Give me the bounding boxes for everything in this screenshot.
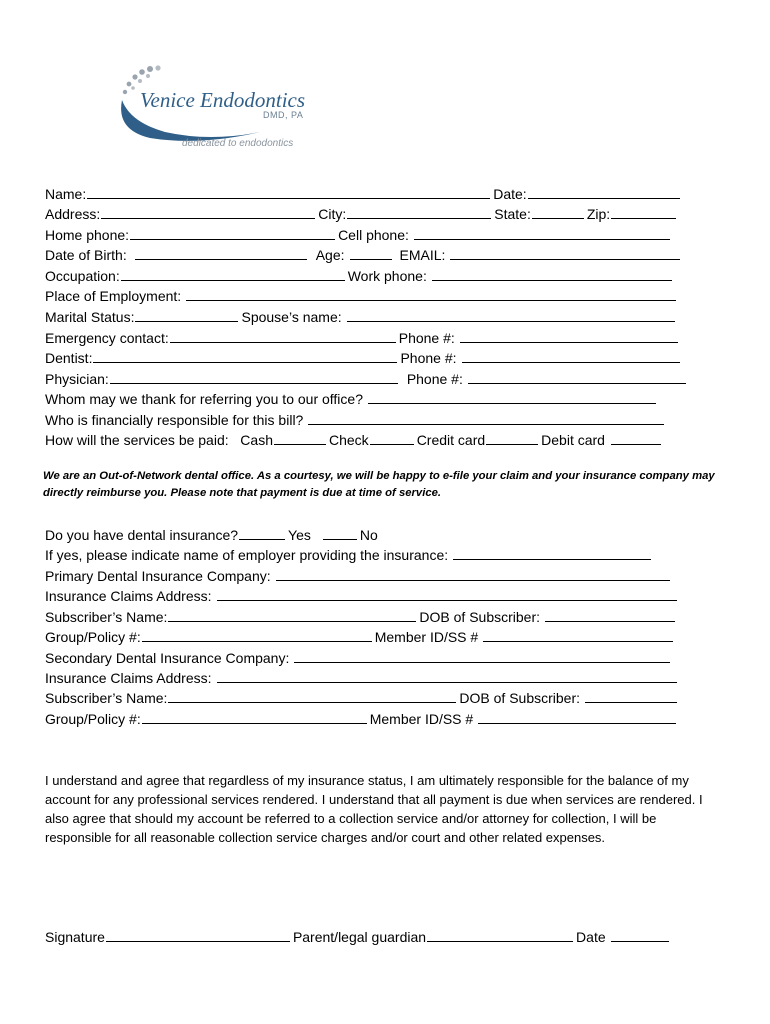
physician-phone-label: Phone #: <box>406 371 463 387</box>
dentist-label: Dentist: <box>45 350 93 366</box>
spouse-field[interactable] <box>347 307 675 322</box>
subscriber-dob-label: DOB of Subscriber: <box>419 609 541 625</box>
row-dob <box>45 245 683 265</box>
payment-label: How will the services be paid: Cash <box>45 432 273 448</box>
row-phones <box>45 225 673 245</box>
spouse-label: Spouse’s name: <box>241 309 342 325</box>
employment-label: Place of Employment: <box>45 288 182 304</box>
row-payment <box>45 430 664 450</box>
occupation-field[interactable] <box>121 266 345 281</box>
row-responsible <box>45 410 667 430</box>
primary-subscriber-field[interactable] <box>168 607 416 622</box>
primary-insurance-field[interactable] <box>276 566 670 581</box>
check-field[interactable] <box>370 430 414 445</box>
secondary-group-field[interactable] <box>142 709 367 724</box>
home-phone-label: Home phone: <box>45 227 130 243</box>
date-label: Date: <box>493 186 527 202</box>
primary-member-id-field[interactable] <box>483 627 673 642</box>
emergency-phone-field[interactable] <box>460 328 678 343</box>
dentist-phone-label: Phone #: <box>400 350 457 366</box>
member-id-label: Member ID/SS # <box>374 629 479 645</box>
guardian-label: Parent/legal guardian <box>292 929 427 945</box>
row-referral <box>45 389 659 409</box>
emergency-phone-label: Phone #: <box>398 330 455 346</box>
secondary-member-id-field[interactable] <box>478 709 676 724</box>
state-label: State: <box>494 206 531 222</box>
physician-label: Physician: <box>45 371 109 387</box>
dentist-phone-field[interactable] <box>462 348 680 363</box>
referral-field[interactable] <box>368 389 656 404</box>
work-phone-field[interactable] <box>432 266 672 281</box>
row-primary-subscriber <box>45 607 678 627</box>
check-label: Check <box>329 432 369 448</box>
primary-subscriber-dob-field[interactable] <box>545 607 675 622</box>
marital-label: Marital Status: <box>45 309 135 325</box>
responsible-label: Who is financially responsible for this bill? <box>45 412 304 428</box>
address-label: Address: <box>45 206 101 222</box>
row-dentist <box>45 348 683 368</box>
primary-insurance-label: Primary Dental Insurance Company: <box>45 568 271 584</box>
member-id-label-2: Member ID/SS # <box>369 711 474 727</box>
row-secondary-insurance <box>45 648 673 668</box>
row-has-insurance <box>45 525 378 545</box>
date-field[interactable] <box>528 184 680 199</box>
employer-label: If yes, please indicate name of employer providing the insurance: <box>45 547 449 563</box>
financial-agreement: I understand and agree that regardless of my insurance status, I am ultimately responsible for the balance of my account for any professional services rendered. I understand that all payment is due when services are rendered. I also agree that should my account be referred to a collection service and/or attorney for collection, I will be responsible for all reasonable collection service charges and/or court and other related expenses. <box>45 773 703 845</box>
row-secondary-claims-address <box>45 668 680 688</box>
row-signature <box>45 927 672 947</box>
row-primary-group <box>45 627 676 647</box>
employment-field[interactable] <box>186 286 676 301</box>
row-primary-insurance <box>45 566 673 586</box>
secondary-subscriber-dob-field[interactable] <box>585 688 677 703</box>
row-secondary-group <box>45 709 679 729</box>
primary-claims-address-field[interactable] <box>217 586 677 601</box>
city-label: City: <box>318 206 347 222</box>
email-field[interactable] <box>450 245 680 260</box>
logo-credentials: DMD, PA <box>263 110 304 120</box>
has-insurance-label: Do you have dental insurance? <box>45 527 239 543</box>
name-field[interactable] <box>87 184 490 199</box>
zip-label: Zip: <box>586 206 611 222</box>
subscriber-dob-label-2: DOB of Subscriber: <box>459 690 581 706</box>
credit-label: Credit card <box>416 432 486 448</box>
city-field[interactable] <box>347 204 491 219</box>
no-label: No <box>359 527 378 543</box>
row-employer <box>45 545 654 565</box>
claims-address-label: Insurance Claims Address: <box>45 588 212 604</box>
row-occupation <box>45 266 675 286</box>
row-address <box>45 204 679 224</box>
row-secondary-subscriber <box>45 688 680 708</box>
secondary-insurance-field[interactable] <box>294 648 670 663</box>
subscriber-label: Subscriber’s Name: <box>45 609 168 625</box>
row-employment <box>45 286 679 306</box>
yes-field[interactable] <box>239 525 285 540</box>
dob-field[interactable] <box>135 245 307 260</box>
signature-date-field[interactable] <box>611 927 669 942</box>
cell-phone-field[interactable] <box>414 225 670 240</box>
occupation-label: Occupation: <box>45 268 120 284</box>
claims-address-label-2: Insurance Claims Address: <box>45 670 212 686</box>
debit-label: Debit card <box>541 432 605 448</box>
age-label: Age: <box>315 247 345 263</box>
secondary-insurance-label: Secondary Dental Insurance Company: <box>45 650 290 666</box>
signature-label: Signature <box>45 929 105 945</box>
dob-label: Date of Birth: <box>45 247 127 263</box>
signature-field[interactable] <box>106 927 290 942</box>
row-emergency <box>45 328 681 348</box>
responsible-field[interactable] <box>308 410 664 425</box>
secondary-claims-address-field[interactable] <box>217 668 677 683</box>
logo-name: Venice Endodontics <box>140 88 306 112</box>
group-policy-label-2: Group/Policy #: <box>45 711 141 727</box>
employer-field[interactable] <box>453 545 651 560</box>
out-of-network-notice: We are an Out-of-Network dental office. As a courtesy, we will be happy to e-file your claim and your insurance company may directly reimburse you. Please note that payment is due at time of service. <box>43 470 715 499</box>
practice-logo <box>110 62 340 157</box>
cell-phone-label: Cell phone: <box>338 227 409 243</box>
guardian-field[interactable] <box>427 927 573 942</box>
row-physician <box>45 369 689 389</box>
row-primary-claims-address <box>45 586 680 606</box>
primary-group-field[interactable] <box>142 627 372 642</box>
signature-date-label: Date <box>576 929 606 945</box>
physician-phone-field[interactable] <box>468 369 686 384</box>
credit-field[interactable] <box>486 430 538 445</box>
state-field[interactable] <box>532 204 584 219</box>
row-name <box>45 184 683 204</box>
referral-label: Whom may we thank for referring you to our office? <box>45 391 363 407</box>
dentist-field[interactable] <box>93 348 397 363</box>
subscriber-label-2: Subscriber’s Name: <box>45 690 168 706</box>
secondary-subscriber-field[interactable] <box>168 688 456 703</box>
zip-field[interactable] <box>611 204 676 219</box>
group-policy-label: Group/Policy #: <box>45 629 141 645</box>
physician-field[interactable] <box>110 369 398 384</box>
address-field[interactable] <box>101 204 315 219</box>
debit-field[interactable] <box>611 430 661 445</box>
email-label: EMAIL: <box>399 247 446 263</box>
home-phone-field[interactable] <box>130 225 335 240</box>
work-phone-label: Work phone: <box>347 268 427 284</box>
marital-field[interactable] <box>135 307 238 322</box>
logo-tagline: dedicated to endodontics <box>182 138 294 149</box>
emergency-field[interactable] <box>170 328 396 343</box>
age-field[interactable] <box>350 245 392 260</box>
name-label: Name: <box>45 186 87 202</box>
no-field[interactable] <box>323 525 357 540</box>
yes-label: Yes <box>288 527 311 543</box>
row-marital <box>45 307 678 327</box>
emergency-label: Emergency contact: <box>45 330 169 346</box>
cash-field[interactable] <box>274 430 326 445</box>
